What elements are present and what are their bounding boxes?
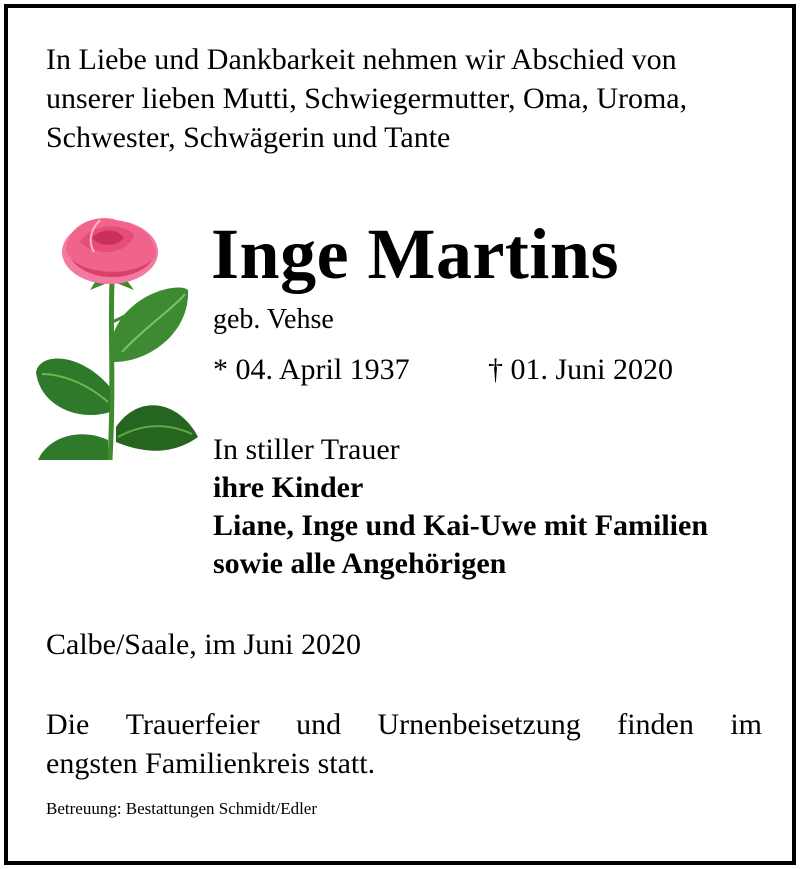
funeral-home-credit: Betreuung: Bestattungen Schmidt/Edler <box>46 799 318 818</box>
intro-line-1: In Liebe und Dankbarkeit nehmen wir Abschied von <box>46 43 677 76</box>
intro-line-2: unserer lieben Mutti, Schwiegermutter, Oma, Uroma, <box>46 82 688 115</box>
mourners-block <box>213 431 708 583</box>
intro-text <box>46 40 766 157</box>
funeral-word: im <box>730 708 762 741</box>
mourners-intro: In stiller Trauer <box>213 433 400 466</box>
funeral-word: Die <box>46 708 90 741</box>
mourners-line-1: ihre Kinder <box>213 471 364 504</box>
intro-line-3: Schwester, Schwägerin und Tante <box>46 121 451 154</box>
maiden-name: geb. Vehse <box>213 304 334 335</box>
obituary-notice <box>4 4 796 865</box>
death-date: † 01. Juni 2020 <box>488 353 674 386</box>
deceased-name: Inge Martins <box>211 214 619 294</box>
funeral-line-2: engsten Familienkreis statt. <box>46 747 376 780</box>
funeral-word: Urnenbeisetzung <box>377 708 581 741</box>
funeral-notice <box>46 705 762 783</box>
funeral-word: und <box>296 708 342 741</box>
mourners-line-2: Liane, Inge und Kai-Uwe mit Familien <box>213 509 709 542</box>
mourners-line-3: sowie alle Angehörigen <box>213 547 507 580</box>
rose-image <box>30 212 202 462</box>
funeral-word: finden <box>617 708 694 741</box>
funeral-line-1 <box>46 705 762 744</box>
birth-date: * 04. April 1937 <box>213 353 410 386</box>
funeral-word: Trauerfeier <box>125 708 260 741</box>
place-date: Calbe/Saale, im Juni 2020 <box>46 628 361 661</box>
